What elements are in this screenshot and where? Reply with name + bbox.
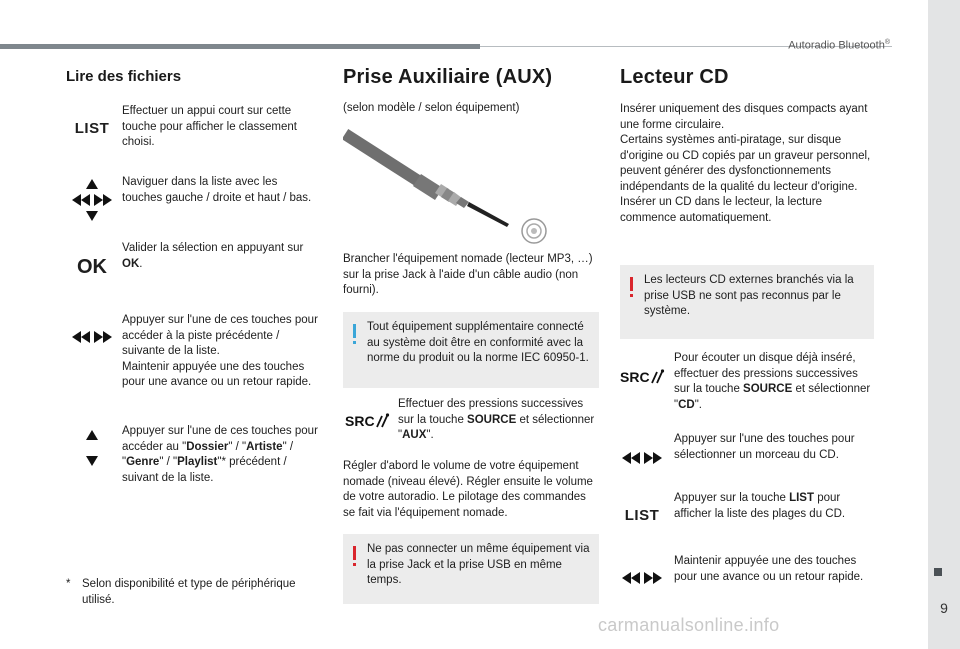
- svg-text:SRC: SRC: [620, 369, 650, 385]
- row-text-line: Appuyer sur l'une de ces touches pour accéder à la piste précédente / suivante de la liste.: [122, 314, 318, 357]
- row-fast-forward: [620, 554, 874, 604]
- header-bar: [0, 44, 480, 49]
- footnote: [66, 577, 318, 611]
- warning-text: Les lecteurs CD externes branchés via la prise USB ne sont pas reconnus par le système.: [644, 274, 854, 317]
- cd-intro: [620, 102, 874, 226]
- info-box: [343, 312, 599, 388]
- ok-key-icon: OK: [77, 255, 107, 278]
- page-side-strip: [928, 0, 960, 649]
- row-list-cd: [620, 491, 874, 531]
- row-text-line: Maintenir appuyée une des touches pour une avance ou un retour rapide.: [122, 360, 312, 388]
- row-text: Appuyer sur l'une des touches pour sélectionner un morceau du CD.: [674, 433, 855, 461]
- source-key-icon: [345, 411, 391, 431]
- up-down-icon: [70, 428, 114, 468]
- footnote-text: Selon disponibilité et type de périphérique utilisé.: [82, 578, 296, 606]
- cd-intro-line: Certains systèmes anti-piratage, sur disque d'origine ou CD copiés par un graveur personnel, peuvent générer des dysfonctionnements indépendants de la qualité du lecteur d'origine.: [620, 134, 871, 193]
- header-title: Autoradio Bluetooth®: [788, 39, 890, 52]
- warning-box: [343, 534, 599, 604]
- list-key-icon: LIST: [624, 506, 660, 524]
- row-text: Effectuer des pressions successives sur la touche SOURCE et sélectionner "AUX".: [398, 398, 595, 441]
- four-arrows-icon: [70, 177, 114, 223]
- row-track-keys: [66, 313, 318, 405]
- list-key-icon: LIST: [74, 119, 110, 137]
- row-text: Valider la sélection en appuyant sur OK.: [122, 242, 304, 270]
- info-text: Tout équipement supplémentaire connecté au système doit être en conformité avec la norme du produit ou la norme IEC 60950-1.: [367, 321, 589, 364]
- paragraph-text: Brancher l'équipement nomade (lecteur MP3, …) sur la prise Jack à l'aide d'un câble audio (non fourni).: [343, 253, 593, 296]
- prev-next-icon: [70, 329, 114, 345]
- prev-next-icon: [620, 570, 664, 586]
- warning-text: Ne pas connecter un même équipement via la prise Jack et la prise USB en même temps.: [367, 543, 590, 586]
- row-text: [122, 313, 318, 391]
- row-text: Pour écouter un disque déjà inséré, effectuer des pressions successives sur la touche SOURCE et sélectionner "CD".: [674, 352, 871, 411]
- section-heading: Lire des fichiers: [66, 68, 182, 85]
- row-text: Appuyer sur l'une de ces touches pour accéder au "Dossier" / "Artiste" / "Genre" / "Playlist"* précédent / suivant de la liste.: [122, 425, 318, 484]
- jack-illustration: [343, 128, 553, 246]
- row-text: Maintenir appuyée une des touches pour une avance ou un retour rapide.: [674, 555, 864, 583]
- prev-next-icon: [620, 450, 664, 466]
- row-ok-key: [66, 241, 318, 281]
- row-text: Appuyer sur la touche LIST pour afficher la liste des plages du CD.: [674, 492, 846, 520]
- row-text: Effectuer un appui court sur cette touche pour afficher le classement choisi.: [122, 105, 297, 148]
- cd-intro-line: Insérer un CD dans le lecteur, la lecture commence automatiquement.: [620, 196, 822, 224]
- svg-text:SRC: SRC: [345, 413, 375, 429]
- section-heading: Lecteur CD: [620, 66, 729, 88]
- watermark: carmanualsonline.info: [598, 615, 780, 635]
- section-lecteur-cd: [620, 60, 874, 226]
- footnote-mark: *: [66, 578, 71, 590]
- paragraph-text: Régler d'abord le volume de votre équipement nomade (niveau élevé). Régler ensuite le volume de votre autoradio. Le pilotage des commandes se fait via l'équipement nomade.: [343, 460, 593, 519]
- section-heading: Prise Auxiliaire (AUX): [343, 66, 553, 88]
- warning-icon: [353, 546, 356, 560]
- section-prise-aux: [343, 60, 599, 117]
- row-navigate: [66, 175, 318, 225]
- paragraph-volume: [343, 459, 599, 523]
- subtitle: (selon modèle / selon équipement): [343, 102, 520, 114]
- source-key-icon: [620, 367, 666, 387]
- row-list-key: [66, 104, 318, 154]
- paragraph-connect: [343, 252, 599, 300]
- row-select-track: [620, 432, 874, 472]
- cd-intro-line: Insérer uniquement des disques compacts ayant une forme circulaire.: [620, 103, 868, 131]
- page-number: 9: [940, 600, 948, 616]
- section-lire-fichiers: [66, 60, 318, 85]
- row-source-cd: [620, 351, 874, 415]
- row-source-aux: [343, 397, 599, 445]
- warning-icon: [630, 277, 633, 291]
- row-text: Naviguer dans la liste avec les touches gauche / droite et haut / bas.: [122, 176, 312, 204]
- continuation-marker: [934, 568, 942, 576]
- row-folder-keys: [66, 424, 318, 490]
- info-icon: [353, 324, 356, 338]
- warning-box: [620, 265, 874, 339]
